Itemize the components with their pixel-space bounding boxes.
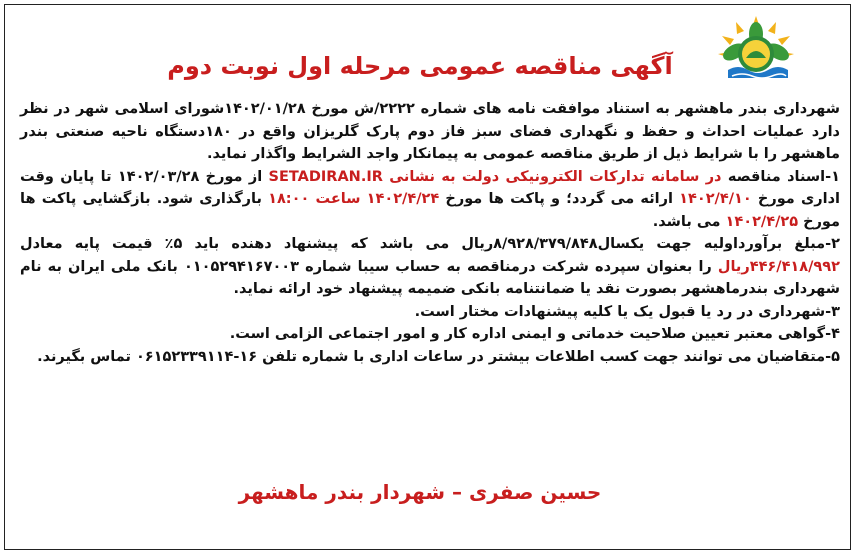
signature: حسین صفری – شهردار بندر ماهشهر xyxy=(238,480,602,504)
setadiran-reference: در سامانه تدارکات الکترونیکی دولت به نشانی SETADIRAN.IR xyxy=(268,168,722,185)
item1-mid2: ارائه می گردد؛ و پاکت ها مورخ xyxy=(439,191,680,207)
notice-item-2 xyxy=(20,233,840,301)
item1-suffix: می باشد. xyxy=(652,213,726,230)
notice-item-1 xyxy=(20,166,840,234)
item1-prefix: ۱-اسناد مناقصه xyxy=(721,168,841,185)
item1-mid1: از مورخ ۱۴۰۲/۰۳/۲۸ تا پایان وقت اداری مورخ xyxy=(20,168,840,207)
item1-mid3: بارگذاری شود. بازگشایی پاکت ها مورخ xyxy=(20,191,840,230)
notice-item-5: ۵-متقاضیان می توانند جهت کسب اطلاعات بیشتر در ساعات اداری با شماره تلفن ۱۶-۰۶۱۵۲۳۳۹۱۱۴ تماس بگیرند. xyxy=(37,348,840,365)
notice-item-4: ۴-گواهی معتبر تعیین صلاحیت خدماتی و ایمنی اداره کار و امور اجتماعی الزامی است. xyxy=(229,326,840,342)
opening-date: ۱۴۰۲/۴/۲۵ xyxy=(725,213,799,230)
notice-body xyxy=(20,98,840,368)
municipality-logo-icon xyxy=(714,14,798,84)
notice-intro: شهرداری بندر ماهشهر به استناد موافقت نامه های شماره ۲۲۲۲/ش مورخ ۱۴۰۲/۰۱/۲۸شورای اسلامی شهر در نظر دارد عملیات احداث و حفظ و نگهداری فضای سبز فاز دوم پارک گلریزان واقع در ۱۸۰دستگاه ناحیه صنعتی بندر ماهشهر را با شرایط ذیل از طریق مناقصه عمومی به پیمانکار واجد الشرایط واگذار نماید. xyxy=(20,101,840,162)
notice-item-3: ۳-شهرداری در رد یا قبول یک یا کلیه پیشنهادات مختار است. xyxy=(414,303,840,320)
notice-title: آگهی مناقصه عمومی مرحله اول نوبت دوم xyxy=(167,52,673,80)
item2-prefix: ۲-مبلغ برآورداولیه جهت یکسال۸/۹۲۸/۳۷۹/۸۴۸ریال می باشد که پیشنهاد دهنده باید ۵٪ قیمت پایه معادل xyxy=(20,236,840,252)
item2-suffix: را بعنوان سپرده شرکت درمناقصه به حساب سیبا شماره ۰۱۰۵۲۹۴۱۶۷۰۰۳ بانک ملی ایران به نام شهرداری بندرماهشهر بصورت نقد یا ضمانتنامه بانکی ضمیمه پیشنهاد خود ارائه نماید. xyxy=(20,258,840,297)
submission-deadline: ۱۴۰۲/۴/۲۴ ساعت ۱۸:۰۰ xyxy=(268,191,440,207)
deposit-amount: ۴۴۶/۴۱۸/۹۹۲ریال xyxy=(717,258,840,275)
document-deadline-date: ۱۴۰۲/۴/۱۰ xyxy=(679,191,752,207)
